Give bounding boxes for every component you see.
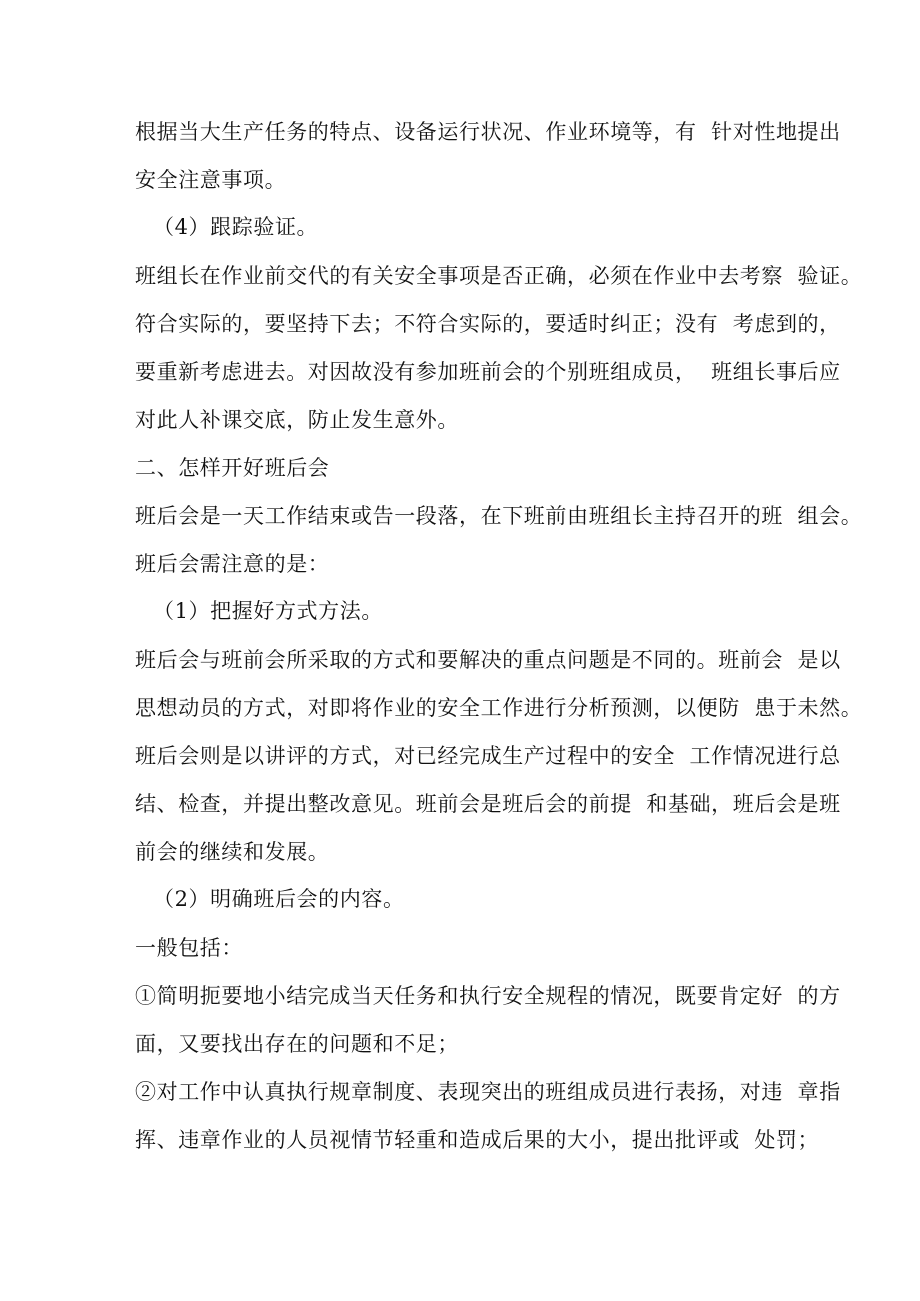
paragraph-line: 班组长在作业前交代的有关安全事项是否正确，必须在作业中去考察 验证。 — [135, 264, 863, 288]
paragraph-line: 班后会需注意的是： — [135, 552, 330, 576]
paragraph-line: 班后会与班前会所采取的方式和要解决的重点问题是不同的。班前会 是以 — [135, 648, 841, 672]
paragraph-line: 一般包括： — [135, 936, 243, 960]
paragraph-line: 班后会是一天工作结束或告一段落，在下班前由班组长主持召开的班 组会。 — [135, 504, 863, 528]
list-item-line: ②对工作中认真执行规章制度、表现突出的班组成员进行表扬，对违 章指 — [135, 1080, 841, 1104]
paragraph-line: 根据当大生产任务的特点、设备运行状况、作业环境等，有 针对性地提出 — [135, 120, 841, 144]
section-subheading: （4）跟踪验证。 — [153, 215, 319, 239]
list-item-line: ①简明扼要地小结完成当天任务和执行安全规程的情况，既要肯定好 的方 — [135, 984, 841, 1008]
section-heading: 二、怎样开好班后会 — [135, 456, 330, 480]
section-subheading: （2）明确班后会的内容。 — [153, 887, 405, 911]
paragraph-line: 对此人补课交底，防止发生意外。 — [135, 408, 459, 432]
paragraph-line: 结、检查，并提出整改意见。班前会是班后会的前提 和基础，班后会是班 — [135, 792, 841, 816]
list-item-line: 面，又要找出存在的问题和不足； — [135, 1032, 459, 1056]
paragraph-line: 要重新考虑进去。对因故没有参加班前会的个别班组成员， 班组长事后应 — [135, 360, 841, 384]
list-item-line: 挥、违章作业的人员视情节轻重和造成后果的大小，提出批评或 处罚； — [135, 1128, 820, 1152]
paragraph-line: 班后会则是以讲评的方式，对已经完成生产过程中的安全 工作情况进行总 — [135, 744, 841, 768]
paragraph-line: 安全注意事项。 — [135, 168, 287, 192]
paragraph-line: 前会的继续和发展。 — [135, 840, 330, 864]
section-subheading: （1）把握好方式方法。 — [153, 599, 383, 623]
paragraph-line: 符合实际的，要坚持下去；不符合实际的，要适时纠正；没有 考虑到的， — [135, 312, 841, 336]
paragraph-line: 思想动员的方式，对即将作业的安全工作进行分析预测，以便防 患于未然。 — [135, 696, 863, 720]
